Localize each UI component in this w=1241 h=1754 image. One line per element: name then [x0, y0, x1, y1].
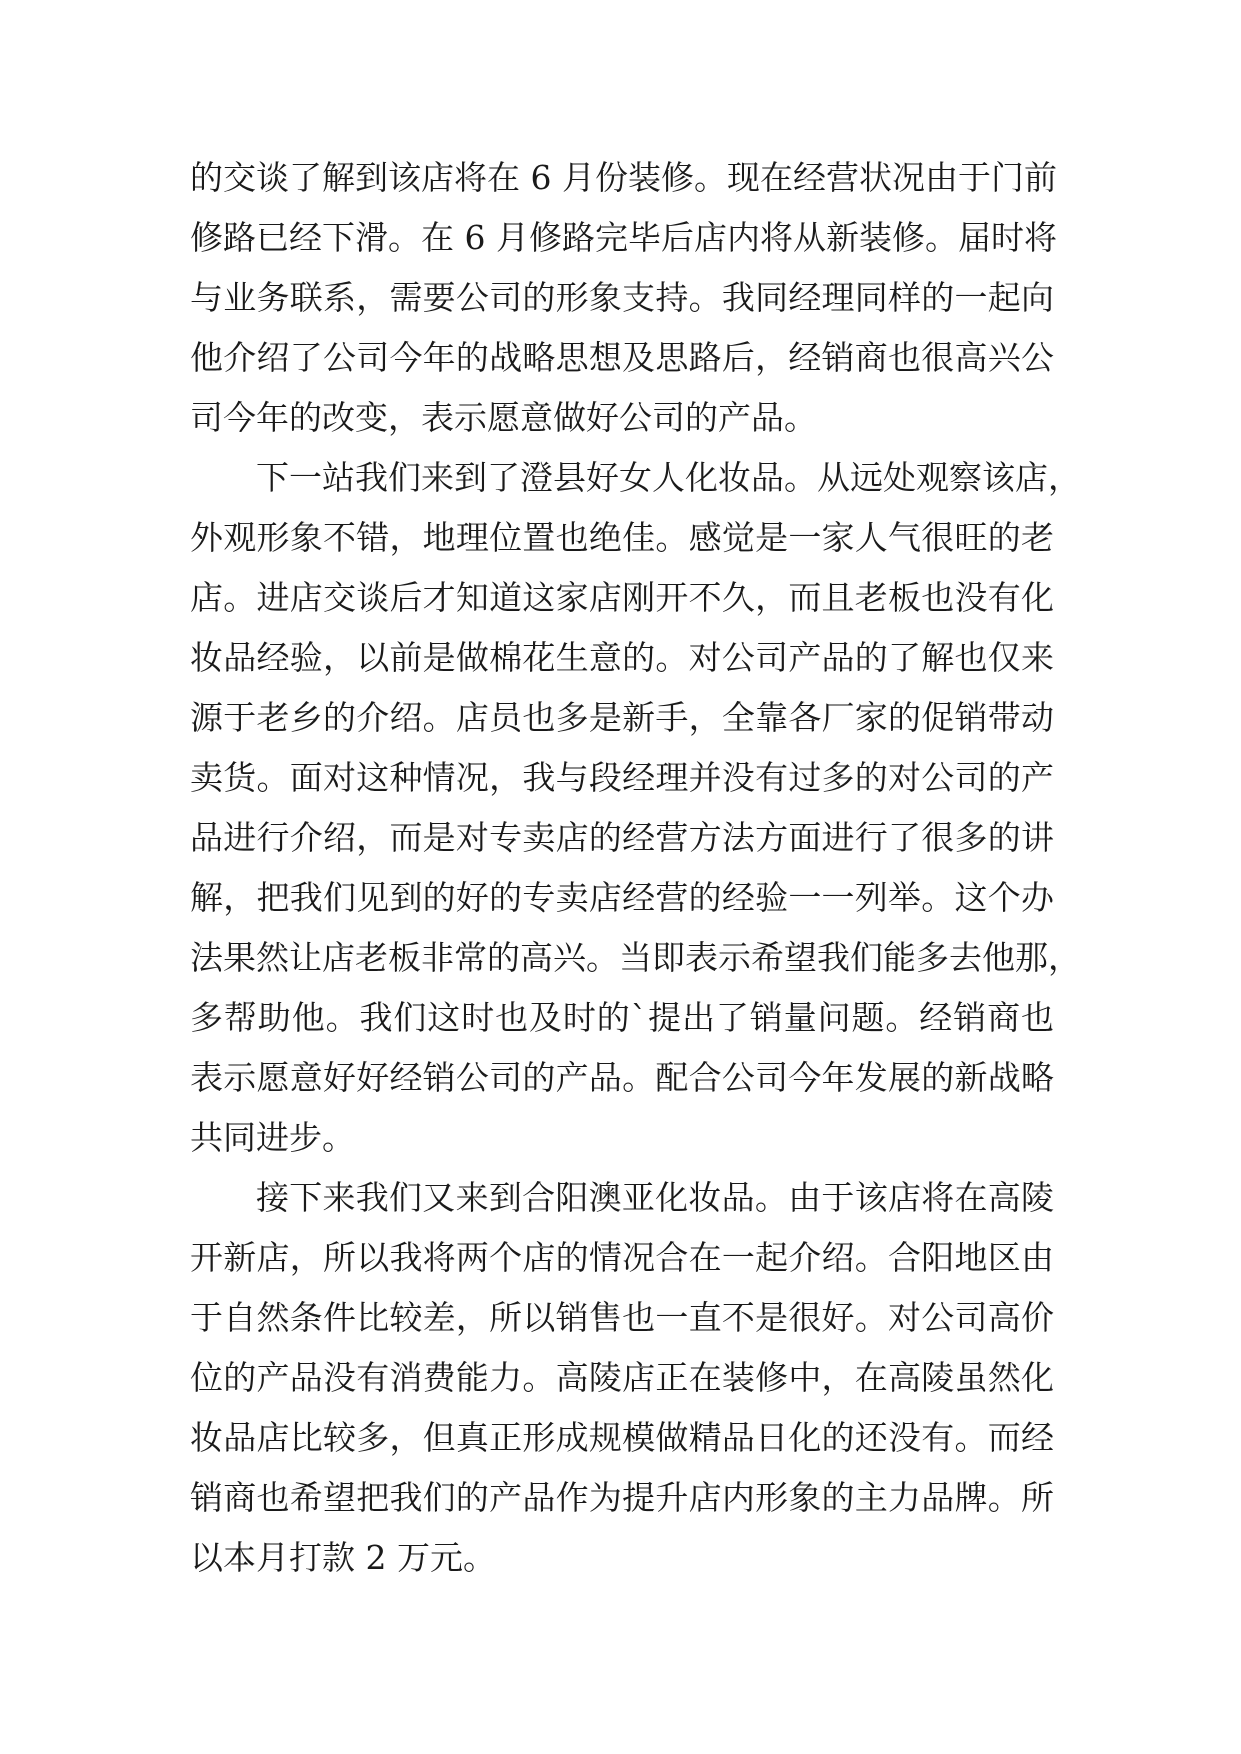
text-line: 于自然条件比较差，所以销售也一直不是很好。对公司高价 [190, 1298, 1054, 1337]
text-line: 接下来我们又来到合阳澳亚化妆品。由于该店将在高陵 [256, 1178, 1054, 1217]
text-line: 品进行介绍，而是对专卖店的经营方法方面进行了很多的讲 [190, 818, 1054, 857]
text-line: 的交谈了解到该店将在 6 月份装修。现在经营状况由于门前 [190, 158, 1057, 197]
text-line: 妆品经验，以前是做棉花生意的。对公司产品的了解也仅来 [190, 638, 1054, 677]
text-line: 共同进步。 [190, 1118, 355, 1157]
text-line: 下一站我们来到了澄县好女人化妆品。从远处观察该店， [256, 458, 1081, 497]
paragraph-3 [190, 1168, 1054, 1588]
text-line: 外观形象不错，地理位置也绝佳。感觉是一家人气很旺的老 [190, 518, 1054, 557]
paragraph-1 [190, 148, 1057, 448]
text-line: 源于老乡的介绍。店员也多是新手，全靠各厂家的促销带动 [190, 698, 1054, 737]
text-line: 店。进店交谈后才知道这家店刚开不久，而且老板也没有化 [190, 578, 1054, 617]
text-line: 妆品店比较多，但真正形成规模做精品日化的还没有。而经 [190, 1418, 1054, 1457]
text-line: 他介绍了公司今年的战略思想及思路后，经销商也很高兴公 [190, 338, 1054, 377]
text-line: 以本月打款 2 万元。 [190, 1538, 496, 1577]
text-line: 解，把我们见到的好的专卖店经营的经验一一列举。这个办 [190, 878, 1054, 917]
text-line: 位的产品没有消费能力。高陵店正在装修中，在高陵虽然化 [190, 1358, 1054, 1397]
text-line: 销商也希望把我们的产品作为提升店内形象的主力品牌。所 [190, 1478, 1054, 1517]
paragraph-2 [190, 448, 1081, 1168]
text-line: 法果然让店老板非常的高兴。当即表示希望我们能多去他那， [190, 938, 1081, 977]
text-line: 司今年的改变，表示愿意做好公司的产品。 [190, 398, 817, 437]
text-line: 开新店，所以我将两个店的情况合在一起介绍。合阳地区由 [190, 1238, 1054, 1277]
text-line: 与业务联系，需要公司的形象支持。我同经理同样的一起向 [190, 278, 1054, 317]
document-body [190, 148, 1081, 1588]
text-line: 多帮助他。我们这时也及时的`提出了销量问题。经销商也 [190, 998, 1054, 1037]
text-line: 卖货。面对这种情况，我与段经理并没有过多的对公司的产 [190, 758, 1054, 797]
text-line: 修路已经下滑。在 6 月修路完毕后店内将从新装修。届时将 [190, 218, 1057, 257]
text-line: 表示愿意好好经销公司的产品。配合公司今年发展的新战略 [190, 1058, 1054, 1097]
